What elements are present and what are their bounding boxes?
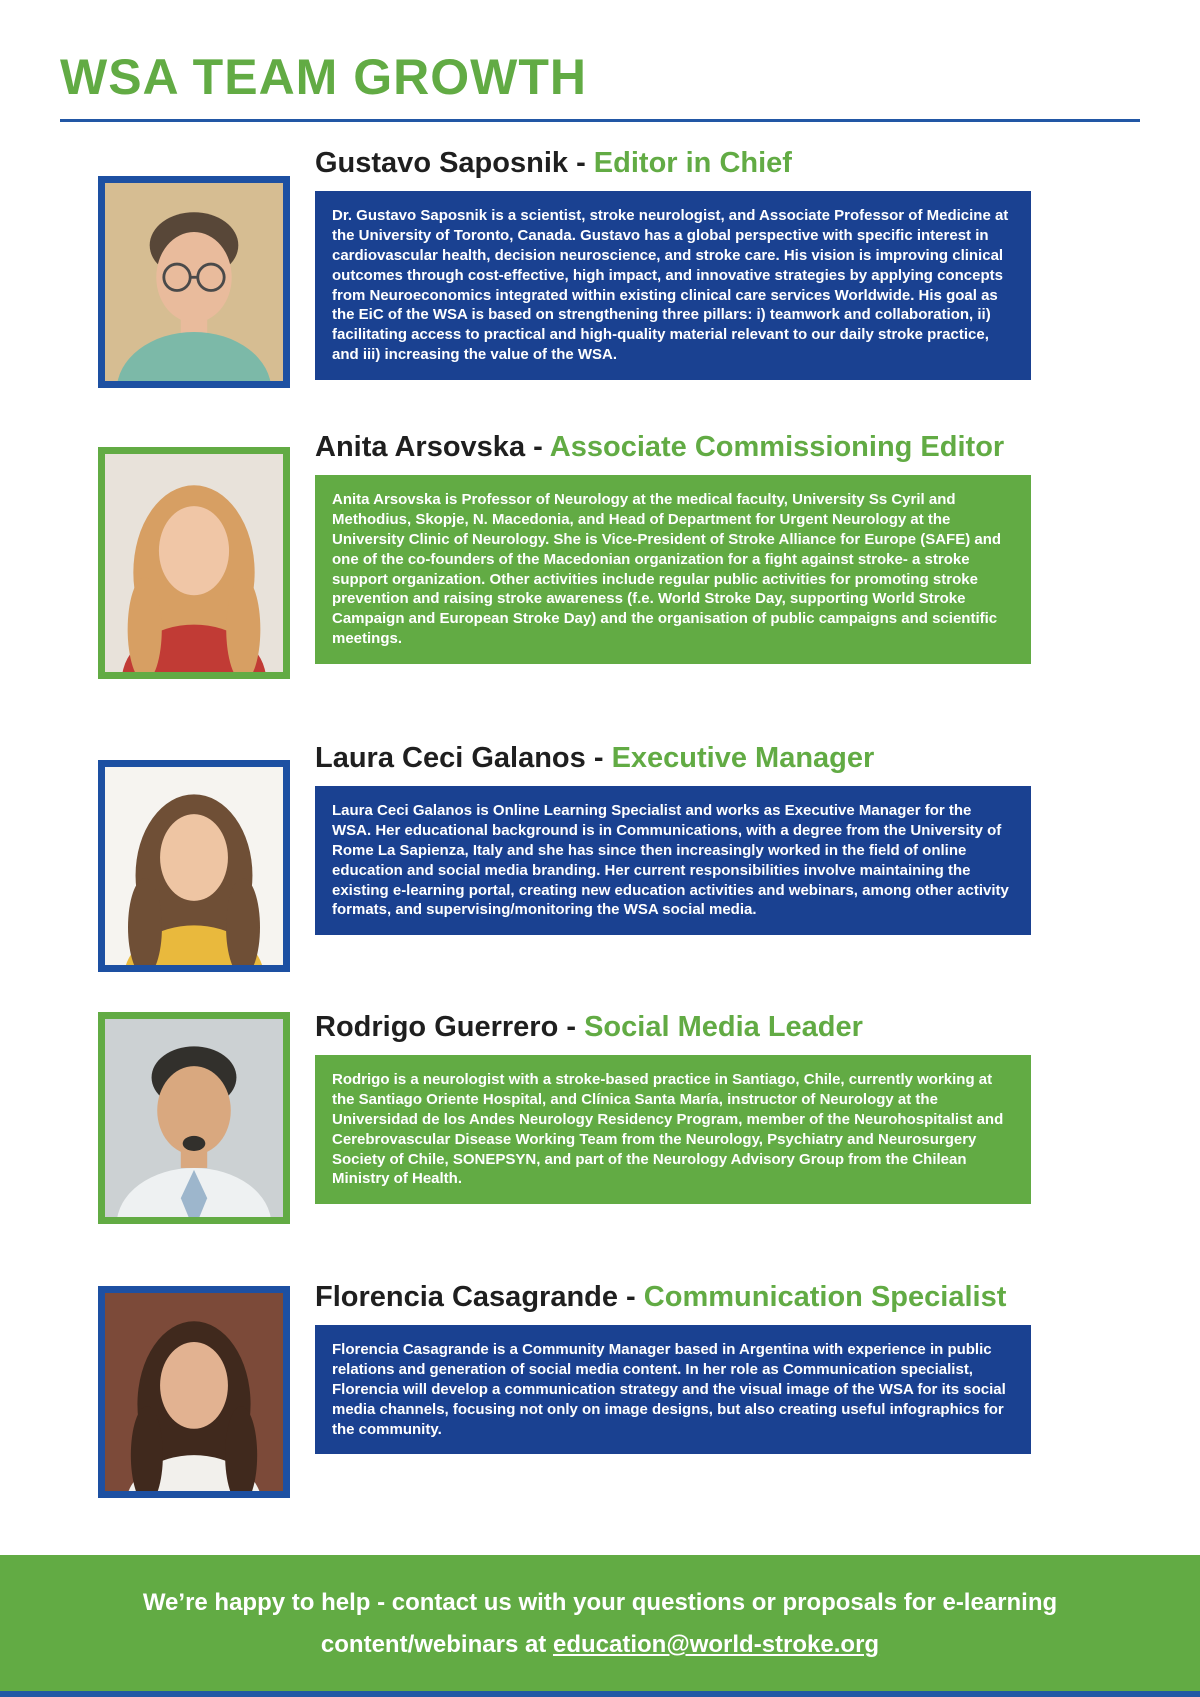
profile-card-rodrigo-guerrero: [98, 1010, 1200, 1224]
profile-bio: Laura Ceci Galanos is Online Learning Specialist and works as Executive Manager for the WSA. Her educational background is in Communications, with a degree from the University of Rome La Sapienza, Italy and she has since then increasingly worked in the field of online education and social media branding. Her current responsibilities involve maintaining the existing e-learning portal, creating new education activities and webinars, among other activity formats, and supervising/monitoring the WSA social media.: [315, 786, 1031, 936]
profile-role: Associate Commissioning Editor: [549, 431, 1005, 463]
profile-name: Florencia Casagrande: [315, 1281, 618, 1313]
profile-name: Gustavo Saposnik: [315, 147, 569, 179]
profile-photo: [98, 447, 290, 679]
profile-bio: Florencia Casagrande is a Community Manager based in Argentina with experience in public relations and generation of social media content. In her role as Communication specialist, Florencia will develop a communication strategy and the visual image of the WSA for its social media channels, focusing not only on image designs, but also creating useful infographics for the community.: [315, 1325, 1031, 1455]
profile-photo: [98, 176, 290, 388]
heading-separator: -: [525, 431, 550, 463]
profile-role: Editor in Chief: [593, 147, 792, 179]
portrait-illustration: [105, 767, 283, 965]
footer-banner: [0, 1555, 1200, 1691]
profile-role: Executive Manager: [611, 742, 875, 774]
profile-photo: [98, 760, 290, 972]
profile-card-gustavo-saposnik: [98, 146, 1200, 388]
profile-bio: Dr. Gustavo Saposnik is a scientist, stroke neurologist, and Associate Professor of Medicine at the University of Toronto, Canada. Gustavo has a global perspective with specific interest in cardiovascular health, decision neuroscience, and stroke care. His vision is improving clinical outcomes through cost-effective, high impact, and innovative strategies by applying concepts from Neuroeconomics integrated within existing clinical care services Worldwide. His goal as the EiC of the WSA is based on strengthening three pillars: i) teamwork and collaboration, ii) facilitating access to practical and high-quality material relevant to our daily stroke practice, and iii) increasing the value of the WSA.: [315, 191, 1031, 381]
portrait-illustration: [105, 1019, 283, 1217]
profile-bio: Anita Arsovska is Professor of Neurology at the medical faculty, University Ss Cyril and Methodius, Skopje, N. Macedonia, and Head of Department for Urgent Neurology at the University Clinic of Neurology. She is Vice-President of Stroke Alliance for Europe (SAFE) and one of the co-founders of the Macedonian organization for a fight against stroke- a stroke support organization. Other activities include regular public activities for promoting stroke prevention and raising stroke awareness (f.e. World Stroke Day, supporting World Stroke Campaign and European Stroke Day) and the organisation of public campaigns and scientific meetings.: [315, 475, 1031, 665]
profile-card-laura-ceci-galanos: [98, 741, 1200, 972]
face-shape: [160, 814, 228, 901]
heading-separator: -: [568, 147, 594, 179]
heading-separator: -: [585, 742, 612, 774]
footer-line2-prefix: content/webinars at: [320, 1631, 553, 1658]
heading-separator: -: [558, 1011, 585, 1043]
profile-name: Rodrigo Guerrero: [315, 1011, 559, 1043]
goatee-shape: [183, 1136, 206, 1151]
profile-name: Anita Arsovska: [315, 431, 526, 463]
profile-heading: [315, 741, 1031, 776]
profile-photo: [98, 1012, 290, 1224]
portrait-illustration: [105, 1293, 283, 1491]
face-shape: [160, 1342, 228, 1429]
contact-email-link[interactable]: education@world-stroke.org: [552, 1631, 880, 1658]
bottom-rule: [0, 1691, 1200, 1697]
heading-separator: -: [618, 1281, 644, 1313]
profile-heading: [315, 146, 1031, 181]
profile-heading: [315, 430, 1031, 465]
profile-card-florencia-casagrande: [98, 1280, 1200, 1498]
profile-role: Communication Specialist: [643, 1281, 1007, 1313]
footer-line1: We’re happy to help - contact us with your questions or proposals for e-learning: [142, 1589, 1058, 1616]
profile-role: Social Media Leader: [584, 1011, 863, 1043]
profile-bio: Rodrigo is a neurologist with a stroke-based practice in Santiago, Chile, currently working at the Santiago Oriente Hospital, and Clínica Santa María, instructor of Neurology at the Universidad de los Andes Neurology Residency Program, member of the Neurohospitalist and Cerebrovascular Disease Working Team from the Neurology, Psychiatry and Neurosurgery Society of Chile, SONEPSYN, and part of the Neurology Advisory Group from the Chilean Ministry of Health.: [315, 1055, 1031, 1205]
face-shape: [159, 506, 229, 595]
team-list: [0, 122, 1200, 1555]
page-header: [0, 0, 1200, 122]
page-title: WSA TEAM GROWTH: [60, 49, 587, 105]
profile-name: Laura Ceci Galanos: [315, 742, 586, 774]
profile-card-anita-arsovska: [98, 430, 1200, 679]
portrait-illustration: [105, 454, 283, 672]
profile-heading: [315, 1280, 1031, 1315]
footer-line2: [60, 1624, 1140, 1666]
profile-heading: [315, 1010, 1031, 1045]
portrait-illustration: [105, 183, 283, 381]
profile-photo: [98, 1286, 290, 1498]
